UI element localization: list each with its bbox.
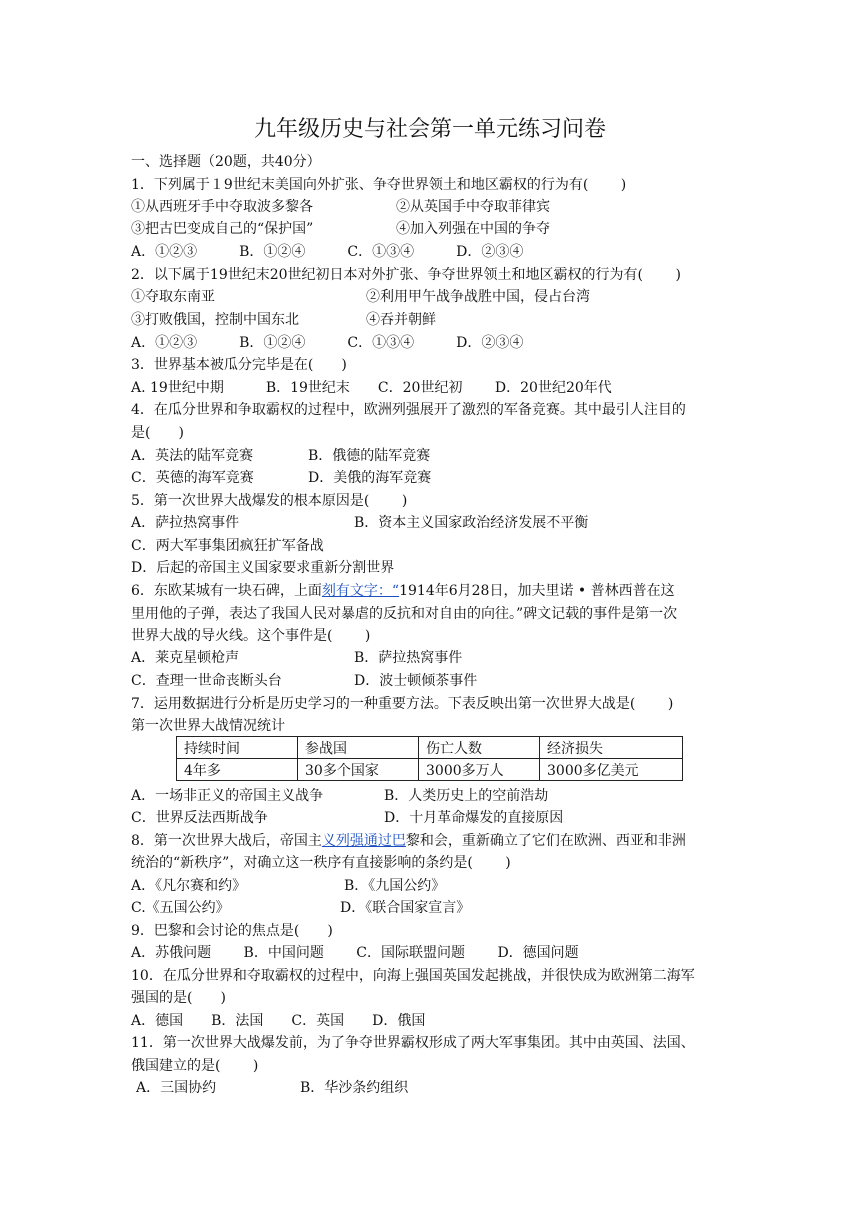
question-11-stem-line-2: 俄国建立的是( ) (131, 1058, 259, 1074)
question-8-text-post: 黎和会，重新确立了它们在欧洲、西亚和非洲 (405, 833, 686, 849)
question-8-option-b: B．《九国公约》 (344, 878, 446, 894)
question-4-option-b: B．俄德的陆军竞赛 (308, 448, 431, 464)
question-5-stem: 5．第一次世界大战爆发的根本原因是( ) (131, 493, 408, 509)
table-header-cell: 参战国 (298, 737, 419, 759)
question-2-options: A．①②③ B．①②④ C．①③④ D．②③④ (131, 335, 524, 351)
question-11-option-a: A．三国协约 (136, 1080, 217, 1096)
question-5-option-b: B．资本主义国家政治经济发展不平衡 (354, 515, 589, 531)
question-11-stem-line-1: 11．第一次世界大战爆发前，为了争夺世界霸权形成了两大军事集团。其中由英国、法国、 (131, 1035, 695, 1051)
page-title: 九年级历史与社会第一单元练习问卷 (253, 117, 606, 142)
question-6-stem-line-2: 里用他的子弹，表达了我国人民对暴虐的反抗和对自由的向往。”碑文记载的事件是第一次 (131, 606, 678, 622)
question-1-options: A．①②③ B．①②④ C．①③④ D．②③④ (131, 244, 524, 260)
question-4-stem-line-1: 4．在瓜分世界和争取霸权的过程中，欧洲列强展开了激烈的军备竞赛。其中最引人注目的 (131, 402, 686, 418)
question-8-text-pre: 8．第一次世界大战后，帝国主 (131, 833, 322, 849)
table-header-cell: 持续时间 (177, 737, 298, 759)
section-heading: 一、选择题（20题，共40分） (131, 154, 321, 170)
question-6-link[interactable]: 刻有文字：“ (321, 583, 400, 599)
question-7-option-a: A．一场非正义的帝国主义战争 (131, 788, 324, 804)
question-7-option-c: C．世界反法西斯战争 (131, 810, 268, 826)
question-10-stem-line-2: 强国的是( ) (131, 990, 226, 1006)
question-6-stem-line-1 (131, 581, 675, 601)
question-2-statement-1: ①夺取东南亚 (131, 289, 215, 305)
question-4-option-a: A．英法的陆军竞赛 (131, 448, 254, 464)
question-1-stem: 1．下列属于１9世纪末美国向外扩张、争夺世界领土和地区霸权的行为有( ) (131, 177, 627, 193)
question-3-stem: 3．世界基本被瓜分完毕是在( ) (131, 357, 347, 373)
question-1-statement-4: ④加入列强在中国的争夺 (396, 221, 550, 237)
table-cell: 3000多万人 (419, 759, 540, 781)
question-9-options: A．苏俄问题 B．中国问题 C．国际联盟问题 D．德国问题 (131, 945, 579, 961)
question-4-option-c: C．英德的海军竞赛 (131, 470, 254, 486)
question-8-stem-line-2: 统治的“新秩序”，对确立这一秩序有直接影响的条约是( ) (131, 855, 511, 871)
question-8-option-c: C.《五国公约》 (131, 900, 230, 916)
question-6-option-c: C．查理一世命丧断头台 (131, 673, 282, 689)
question-2-statement-2: ②利用甲午战争战胜中国，侵占台湾 (366, 289, 590, 305)
question-6-option-b: B．萨拉热窝事件 (354, 650, 463, 666)
table-header-row (177, 737, 683, 759)
table-header-cell: 经济损失 (540, 737, 683, 759)
question-11-option-b: B．华沙条约组织 (300, 1080, 409, 1096)
table-cell: 3000多亿美元 (540, 759, 683, 781)
question-4-stem-line-2: 是( ) (131, 425, 184, 441)
question-6-text-post: 1914年6月28日，加夫里诺 • 普林西普在这 (399, 583, 675, 599)
question-7-option-b: B．人类历史上的空前浩劫 (384, 788, 549, 804)
question-8-option-d: D．《联合国家宣言》 (340, 900, 471, 916)
question-6-stem-line-3: 世界大战的导火线。这个事件是( ) (131, 628, 371, 644)
question-5-option-d: D．后起的帝国主义国家要求重新分割世界 (131, 560, 395, 576)
table-cell: 4年多 (177, 759, 298, 781)
table-cell: 30多个国家 (298, 759, 419, 781)
table-row (177, 759, 683, 781)
question-6-option-d: D．波士顿倾茶事件 (354, 673, 478, 689)
question-7-option-d: D．十月革命爆发的直接原因 (384, 810, 564, 826)
question-1-statement-3: ③把古巴变成自己的“保护国” (131, 221, 314, 237)
question-6-text-pre: 6．东欧某城有一块石碑，上面 (131, 583, 322, 599)
question-10-stem-line-1: 10．在瓜分世界和夺取霸权的过程中，向海上强国英国发起挑战，并很快成为欧洲第二海军 (131, 968, 695, 984)
question-8-link[interactable]: 义列强通过巴 (321, 833, 406, 849)
question-1-statement-2: ②从英国手中夺取菲律宾 (396, 199, 550, 215)
question-3-options: A. 19世纪中期 B．19世纪末 C．20世纪初 D．20世纪20年代 (131, 380, 612, 396)
question-8-stem-line-1 (131, 831, 686, 851)
war-statistics-table (176, 736, 683, 781)
question-8-option-a: A．《凡尔赛和约》 (131, 878, 247, 894)
table-caption: 第一次世界大战情况统计 (131, 718, 285, 734)
question-6-option-a: A．莱克星顿枪声 (131, 650, 240, 666)
table-header-cell: 伤亡人数 (419, 737, 540, 759)
question-7-stem: 7．运用数据进行分析是历史学习的一种重要方法。下表反映出第一次世界大战是( ) (131, 696, 674, 712)
question-5-option-a: A．萨拉热窝事件 (131, 515, 240, 531)
question-2-statement-4: ④吞并朝鲜 (366, 312, 436, 328)
question-2-statement-3: ③打败俄国，控制中国东北 (131, 312, 299, 328)
question-5-option-c: C．两大军事集团疯狂扩军备战 (131, 538, 324, 554)
question-10-options: A．德国 B．法国 C．英国 D．俄国 (131, 1013, 426, 1029)
question-2-stem: 2．以下属于19世纪末20世纪初日本对外扩张、争夺世界领土和地区霸权的行为有( ) (131, 267, 681, 283)
question-4-option-d: D．美俄的海军竞赛 (308, 470, 432, 486)
question-1-statement-1: ①从西班牙手中夺取波多黎各 (131, 199, 313, 215)
question-9-stem: 9．巴黎和会讨论的焦点是( ) (131, 923, 333, 939)
